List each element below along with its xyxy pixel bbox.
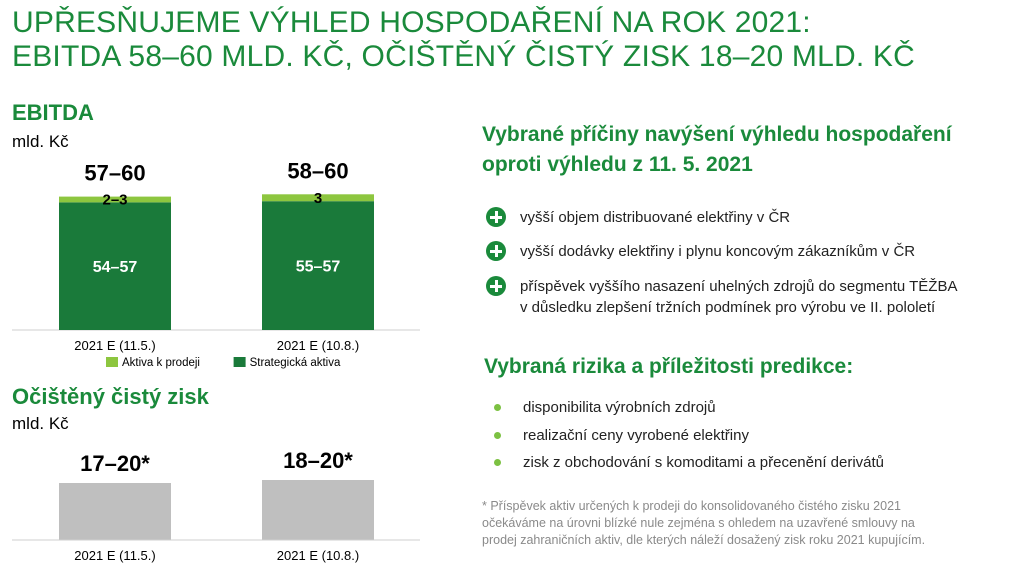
charts-canvas xyxy=(0,0,470,569)
footnote-line1: * Příspěvek aktiv určených k prodeji do konsolidovaného čistého zisku 2021 xyxy=(482,499,901,513)
bullet-dot-icon xyxy=(494,459,501,466)
footnote xyxy=(482,498,1002,549)
reason-text-1: vyšší objem distribuované elektřiny v ČR xyxy=(520,209,791,226)
reason-item-1 xyxy=(486,207,790,228)
profit-bar-1 xyxy=(59,483,171,540)
profit-bar-2 xyxy=(262,480,374,540)
plus-icon xyxy=(486,241,506,261)
footnote-line2: očekáváme na úrovni blízké nule zejména s ohledem na uzavřené smlouvy na xyxy=(482,516,915,530)
reason-text-3 xyxy=(520,276,957,318)
risk-item-3 xyxy=(486,452,884,473)
page-title-line1: UPŘESŇUJEME VÝHLED HOSPODAŘENÍ NA ROK 2021: xyxy=(12,6,811,39)
reason-item-2 xyxy=(486,241,915,262)
page-title-line2: EBITDA 58–60 MLD. KČ, OČIŠTĚNÝ ČISTÝ ZISK 18–20 MLD. KČ xyxy=(12,40,915,73)
reasons-heading-line1: Vybrané příčiny navýšení výhledu hospodaření xyxy=(482,123,952,146)
legend-label-2: Strategická aktiva xyxy=(249,357,341,369)
ebitda-xtick-2: 2021 E (10.8.) xyxy=(276,338,360,353)
ebitda-total-1: 57–60 xyxy=(84,160,146,186)
profit-heading: Očištěný čistý zisk xyxy=(12,384,209,409)
profit-label-2: 18–20* xyxy=(283,448,353,473)
legend-label-1: Aktiva k prodeji xyxy=(122,357,200,369)
ebitda-label-strategic-1: 54–57 xyxy=(92,259,138,277)
profit-xtick-1: 2021 E (11.5.) xyxy=(74,548,156,563)
risk-text-3: zisk z obchodování s komoditami a přecenění derivátů xyxy=(523,454,885,471)
ebitda-heading: EBITDA xyxy=(12,100,94,125)
ebitda-label-forsale-2: 3 xyxy=(313,189,323,207)
ebitda-label-strategic-2: 55–57 xyxy=(295,258,341,276)
plus-icon xyxy=(486,207,506,227)
profit-xtick-2: 2021 E (10.8.) xyxy=(276,548,360,563)
profit-label-1: 17–20* xyxy=(80,451,150,476)
risk-item-2 xyxy=(486,425,749,446)
reasons-heading-line2: oproti výhledu z 11. 5. 2021 xyxy=(482,153,753,176)
reason-text-2: vyšší dodávky elektřiny i plynu koncovým zákazníkům v ČR xyxy=(520,243,916,260)
risk-item-1 xyxy=(486,397,716,418)
risk-text-2: realizační ceny vyrobené elektřiny xyxy=(523,427,749,444)
legend-swatch-1 xyxy=(106,357,118,367)
reasons-heading xyxy=(482,120,952,180)
risk-text-1: disponibilita výrobních zdrojů xyxy=(523,399,716,416)
reason-text-3-line1: příspěvek vyššího nasazení uhelných zdrojů do segmentu TĚŽBA xyxy=(520,278,958,295)
ebitda-unit: mld. Kč xyxy=(12,132,69,151)
ebitda-xtick-1: 2021 E (11.5.) xyxy=(74,338,156,353)
ebitda-total-2: 58–60 xyxy=(287,158,349,184)
bullet-dot-icon xyxy=(494,404,501,411)
reason-item-3 xyxy=(486,276,957,318)
risks-heading: Vybraná rizika a příležitosti predikce: xyxy=(484,355,854,378)
profit-unit: mld. Kč xyxy=(12,414,69,433)
bullet-dot-icon xyxy=(494,432,501,439)
legend-swatch-2 xyxy=(234,357,246,367)
footnote-line3: prodej zahraničních aktiv, dle kterých náleží dosažený zisk roku 2021 kupujícím. xyxy=(482,533,926,547)
plus-icon xyxy=(486,276,506,296)
reason-text-3-line2: v důsledku zlepšení tržních podmínek pro výrobu ve II. pololetí xyxy=(520,299,936,316)
ebitda-label-forsale-1: 2–3 xyxy=(102,191,128,209)
